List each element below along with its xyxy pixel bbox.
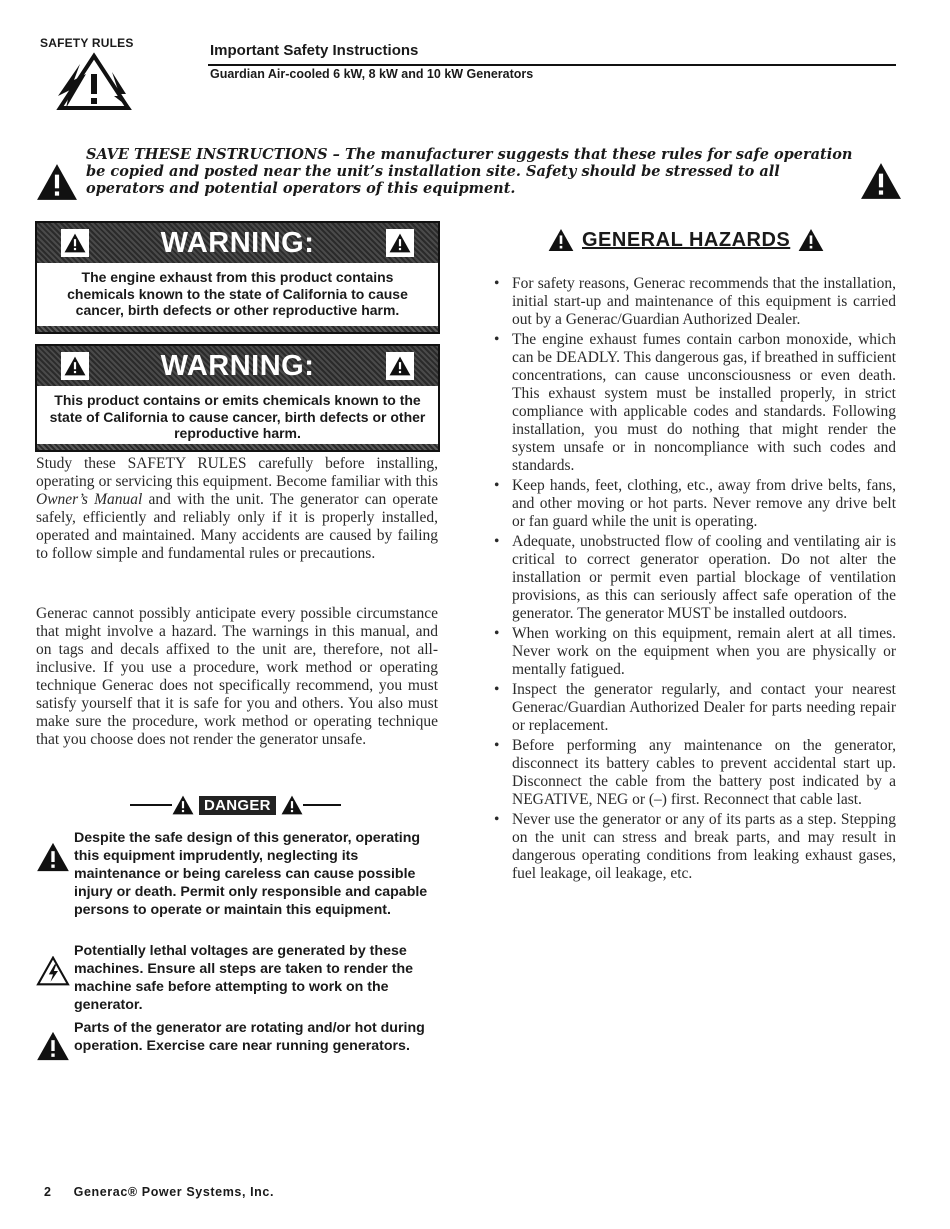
warning-triangle-icon (281, 795, 303, 815)
footer-company: Generac® Power Systems, Inc. (73, 1185, 275, 1199)
warning-heading: WARNING: (160, 226, 315, 259)
warning-text: This product contains or emits chemicals known to the state of California to cause cancer, birth defects or other reproductive harm. (49, 392, 426, 441)
hazard-text: For safety reasons, Generac recommends that the installation, initial start-up and maintenance of this equipment is carried out by a Generac/Guardian Authorized Dealer. (512, 275, 896, 328)
list-item (494, 275, 896, 329)
warning-triangle-icon (36, 163, 78, 201)
warning-triangle-icon (172, 795, 194, 815)
hazard-text: When working on this equipment, remain alert at all times. Never work on the equipment when you are physically or mentally fatigued. (512, 625, 896, 678)
warning-triangle-icon (36, 842, 70, 872)
warning-footer-band (37, 326, 438, 332)
safety-rules-block (40, 36, 150, 50)
page-number: 2 (44, 1185, 52, 1199)
hazard-text: Adequate, unobstructed flow of cooling and ventilating air is critical to correct generator operation. Do not alter the installation or permit even partial blockage of ventilation provisions, as this can seriously affect safe operation of the generator. The generator MUST be installed outdoors. (512, 533, 896, 622)
bullet-icon: • (494, 681, 500, 698)
warning-triangle-icon (61, 229, 89, 257)
intro-emphasis: SAVE THESE INSTRUCTIONS (86, 146, 328, 163)
section-heading: GENERAL HAZARDS (582, 228, 791, 251)
warning-header (37, 346, 438, 386)
list-item (494, 477, 896, 531)
hazards-list (494, 275, 896, 885)
hazard-text: Inspect the generator regularly, and contact your nearest Generac/Guardian Authorized Dealer for parts needing repair or replacement. (512, 681, 896, 734)
page-footer (44, 1185, 274, 1199)
bullet-icon: • (494, 477, 500, 494)
warning-heading: WARNING: (160, 349, 315, 382)
bullet-icon: • (494, 737, 500, 754)
bullet-icon: • (494, 331, 500, 348)
list-item (494, 681, 896, 735)
danger-item (36, 829, 446, 919)
paragraph-text: and with the unit. The generator can operate safely, efficiently and reliably only if it is properly installed, operated and maintained. Many accidents are caused by failing to follow simple and fundamental rules or precautions. (36, 491, 439, 562)
intro-body: – The manufacturer suggests that these rules for safe operation be copied and posted near the unit’s installation site. Safety should be stressed to all operators and potential operators of this equipment. (86, 146, 853, 197)
warning-triangle-icon (386, 352, 414, 380)
banner-rule (130, 804, 172, 806)
general-hazards-heading (548, 228, 824, 252)
list-item (494, 811, 896, 883)
danger-text: Parts of the generator are rotating and/or hot during operation. Exercise care near running generators. (74, 1020, 425, 1054)
warning-triangle-icon (61, 352, 89, 380)
banner-rule (303, 804, 341, 806)
paragraph-text: Study these SAFETY RULES carefully before installing, operating or servicing this equipment. Become familiar with this (36, 455, 438, 490)
warning-triangle-icon (386, 229, 414, 257)
warning-header (37, 223, 438, 263)
danger-item (36, 942, 446, 1014)
danger-text: Despite the safe design of this generator, operating this equipment imprudently, neglecting its maintenance or being careless can cause possible injury or death. Permit only responsible and capable persons to operate or maintain this equipment. (74, 830, 428, 918)
list-item (494, 533, 896, 623)
page-title: Important Safety Instructions (210, 42, 419, 59)
list-item (494, 625, 896, 679)
page-subtitle: Guardian Air-cooled 6 kW, 8 kW and 10 kW Generators (210, 67, 534, 81)
body-paragraph: Generac cannot possibly anticipate every possible circumstance that might involve a hazard. The warnings in this manual, and on tags and decals affixed to the unit are, therefore, not all-inclusive. If you use a procedure, work method or operating technique Generac does not specifically recommend, you must satisfy yourself that it is safe for you and others. You also must make sure the procedure, work method or operating technique that you choose does not render the generator unsafe. (36, 605, 438, 748)
bullet-icon: • (494, 625, 500, 642)
body-paragraph (36, 455, 438, 563)
hazard-text: Keep hands, feet, clothing, etc., away from drive belts, fans, and other moving or hot parts. Never remove any drive belt or fan guard while the unit is operating. (512, 477, 896, 530)
list-item (494, 331, 896, 475)
manual-title: Owner’s Manual (36, 491, 143, 508)
lightning-warning-logo-icon (54, 50, 134, 112)
bullet-icon: • (494, 811, 500, 828)
warning-footer-band (37, 444, 438, 450)
warning-triangle-icon (860, 162, 902, 200)
warning-triangle-icon (798, 228, 824, 252)
hazard-text: Before performing any maintenance on the generator, disconnect its battery cables to prevent accidental start up. Disconnect the cable from the battery post indicated by a NEGATIVE, NEG or (–) first. Reconnect that cable last. (512, 737, 896, 808)
warning-box (35, 221, 440, 334)
danger-label: DANGER (199, 796, 276, 815)
electric-shock-icon (36, 956, 70, 986)
bullet-icon: • (494, 275, 500, 292)
danger-item (36, 1019, 446, 1055)
danger-banner (130, 792, 360, 818)
list-item (494, 737, 896, 809)
warning-box (35, 344, 440, 452)
header-divider (208, 64, 896, 66)
warning-text: The engine exhaust from this product contains chemicals known to the state of California to cause cancer, birth defects or other reproductive harm. (67, 269, 408, 318)
warning-triangle-icon (548, 228, 574, 252)
danger-text: Potentially lethal voltages are generated by these machines. Ensure all steps are taken to render the machine safe before attempting to work on the generator. (74, 943, 414, 1013)
warning-triangle-icon (36, 1031, 70, 1061)
hazard-text: Never use the generator or any of its parts as a step. Stepping on the unit can stress and break parts, and may result in dangerous operating conditions from leaking exhaust gases, fuel leakage, oil leakage, etc. (512, 811, 896, 882)
intro-statement (86, 146, 861, 197)
section-label: SAFETY RULES (40, 36, 134, 50)
hazard-text: The engine exhaust fumes contain carbon monoxide, which can be DEADLY. This dangerous gas, if breathed in sufficient concentrations, can cause unconsciousness or even death. This exhaust system must be installed properly, in strict compliance with applicable codes and standards. Following installation, you must do nothing that might render the system unsafe or in noncompliance with such codes and standards. (512, 331, 896, 474)
bullet-icon: • (494, 533, 500, 550)
